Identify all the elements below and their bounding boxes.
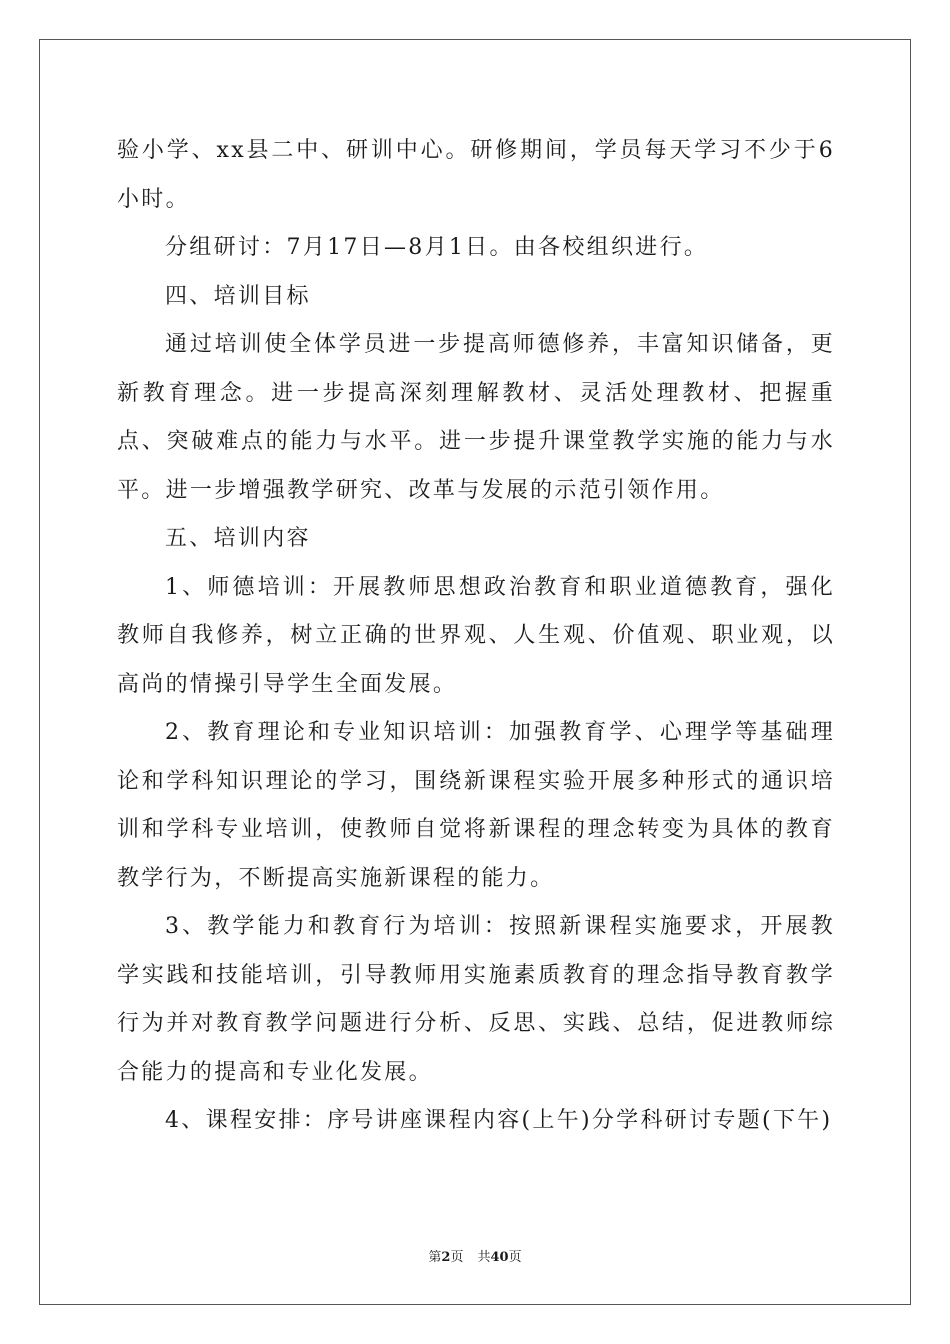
total-suffix: 页 — [508, 1250, 522, 1265]
document-body — [117, 127, 835, 1146]
paragraph: 验小学、xx县二中、研训中心。研修期间，学员每天学习不少于6小时。 — [117, 138, 835, 212]
total-prefix: 共 — [477, 1250, 491, 1265]
section-heading: 四、培训目标 — [165, 283, 311, 309]
paragraph: 通过培训使全体学员进一步提高师德修养，丰富知识储备，更新教育理念。进一步提高深刻理解教材、灵活处理教材、把握重点、突破难点的能力与水平。进一步提升课堂教学实施的能力与水平。进一步增强教学研究、改革与发展的示范引领作用。 — [117, 332, 835, 503]
page-footer — [0, 1246, 950, 1265]
page-number: 2 — [441, 1250, 451, 1265]
total-pages: 40 — [490, 1250, 509, 1265]
paragraph: 1、师德培训：开展教师思想政治教育和职业道德教育，强化教师自我修养，树立正确的世界观、人生观、价值观、职业观，以高尚的情操引导学生全面发展。 — [117, 574, 835, 697]
paragraph: 4、课程安排：序号讲座课程内容(上午)分学科研讨专题(下午) — [165, 1108, 833, 1133]
page-prefix: 第 — [428, 1250, 442, 1265]
paragraph: 3、教学能力和教育行为培训：按照新课程实施要求，开展教学实践和技能培训，引导教师用实施素质教育的理念指导教育教学行为并对教育教学问题进行分析、反思、实践、总结，促进教师综合能力的提高和专业化发展。 — [117, 914, 835, 1085]
paragraph: 2、教育理论和专业知识培训：加强教育学、心理学等基础理论和学科知识理论的学习，围绕新课程实验开展多种形式的通识培训和学科专业培训，使教师自觉将新课程的理念转变为具体的教育教学行为，不断提高实施新课程的能力。 — [117, 720, 835, 891]
page-suffix: 页 — [450, 1250, 464, 1265]
paragraph: 分组研讨：7月17日—8月1日。由各校组织进行。 — [165, 235, 709, 260]
section-heading: 五、培训内容 — [165, 526, 311, 551]
